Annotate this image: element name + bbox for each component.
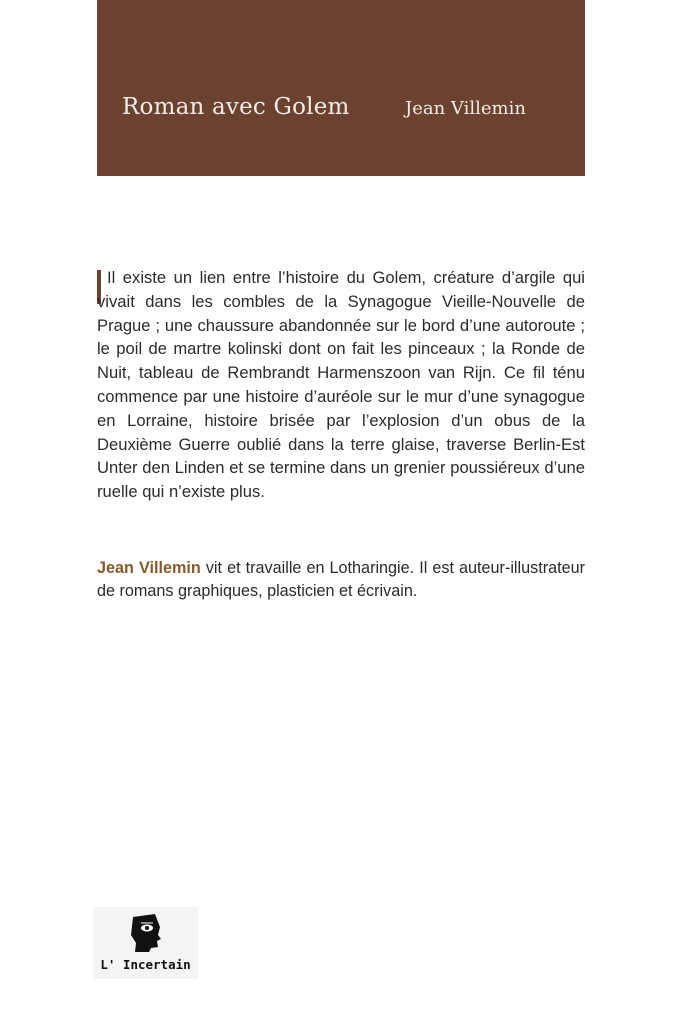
book-author: Jean Villemin <box>405 98 526 119</box>
book-blurb <box>97 266 585 504</box>
publisher-name: L' Incertain <box>100 957 191 972</box>
title-band <box>97 0 585 176</box>
author-bio-text: vit et travaille en Lotharingie. Il est auteur-illustrateur de romans graphiques, plasticien et écrivain. <box>97 559 586 600</box>
publisher-logo <box>93 907 198 979</box>
head-with-eye-icon <box>127 913 163 953</box>
book-title: Roman avec Golem <box>122 94 350 120</box>
author-bio <box>97 557 585 603</box>
author-bio-name: Jean Villemin <box>97 559 201 577</box>
blurb-text: Il existe un lien entre l’histoire du Golem, créature d’argile qui vivait dans les combles de la Synagogue Vieille-Nouvelle de Prague ; une chaussure abandonnée sur le bord d’une autoroute ; le poil de martre kolinski dont on fait les pinceaux ; la Ronde de Nuit, tableau de Rembrandt Harmenszoon van Rijn. Ce fil ténu commence par une histoire d’auréole sur le mur d’une synagogue en Lorraine, histoire brisée par l’explosion d’un obus de la Deuxième Guerre oublié dans la terre glaise, traverse Berlin-Est Unter den Linden et se termine dans un grenier poussiéreux d’une ruelle qui n’existe plus. <box>97 268 585 502</box>
